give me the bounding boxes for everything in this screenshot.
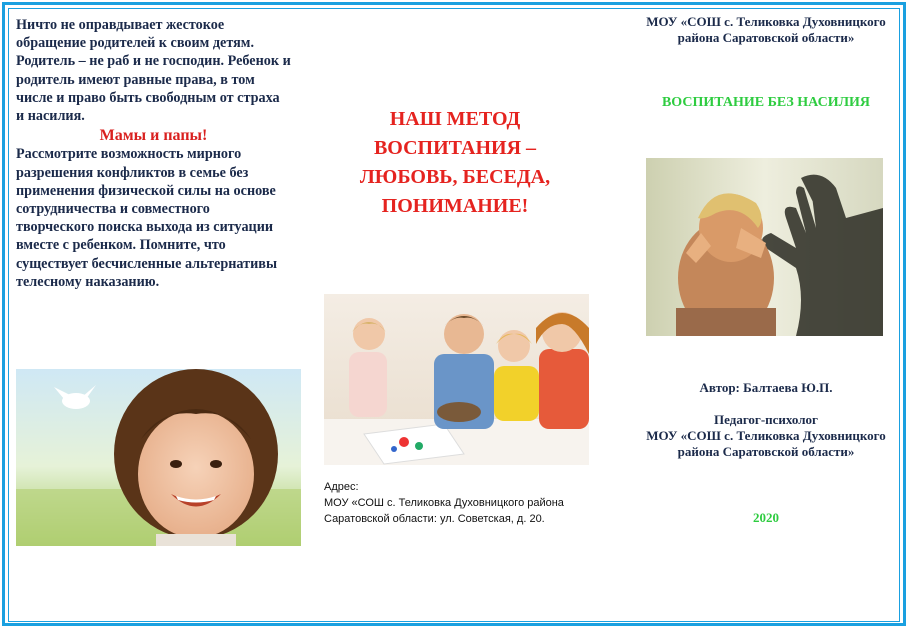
- left-text-block: [16, 16, 291, 291]
- brochure-theme: ВОСПИТАНИЕ БЕЗ НАСИЛИЯ: [661, 95, 871, 110]
- author-position: Педагог-психолог: [714, 412, 818, 427]
- advice-paragraph: Рассмотрите возможность мирного разрешения конфликтов в семье без применения физической силы на основе сотрудничества и совместного творческого поиска выхода из ситуации вместе с ребенком. Помните, что существует бесчисленные альтернативы телесному наказанию.: [16, 146, 278, 290]
- frightened-child-photo: [646, 158, 883, 336]
- author-name: Автор: Балтаева Ю.П.: [699, 380, 833, 395]
- address-line-2: Саратовской области: ул. Советская, д. 20.: [324, 513, 545, 525]
- publication-year: 2020: [753, 510, 779, 525]
- school-name-top: МОУ «СОШ с. Теликовка Духовницкого района Саратовской области»: [646, 14, 886, 45]
- address-line-1: МОУ «СОШ с. Теликовка Духовницкого района: [324, 497, 564, 509]
- family-photo: [324, 294, 589, 465]
- smiling-child-photo: [16, 369, 301, 546]
- method-title: НАШ МЕТОД ВОСПИТАНИЯ – ЛЮБОВЬ, БЕСЕДА, ПОНИМАНИЕ!: [359, 108, 551, 217]
- address-block: [324, 479, 592, 527]
- intro-paragraph: Ничто не оправдывает жестокое обращение родителей к своим детям. Родитель – не раб и не господин. Ребенок и родитель имеют равные права, в том числе и право быть свободным от страха и насилия.: [16, 17, 291, 125]
- school-name-bottom: МОУ «СОШ с. Теликовка Духовницкого района Саратовской области»: [646, 428, 886, 459]
- parents-heading: Мамы и папы!: [99, 127, 208, 145]
- address-label: Адрес:: [324, 481, 359, 493]
